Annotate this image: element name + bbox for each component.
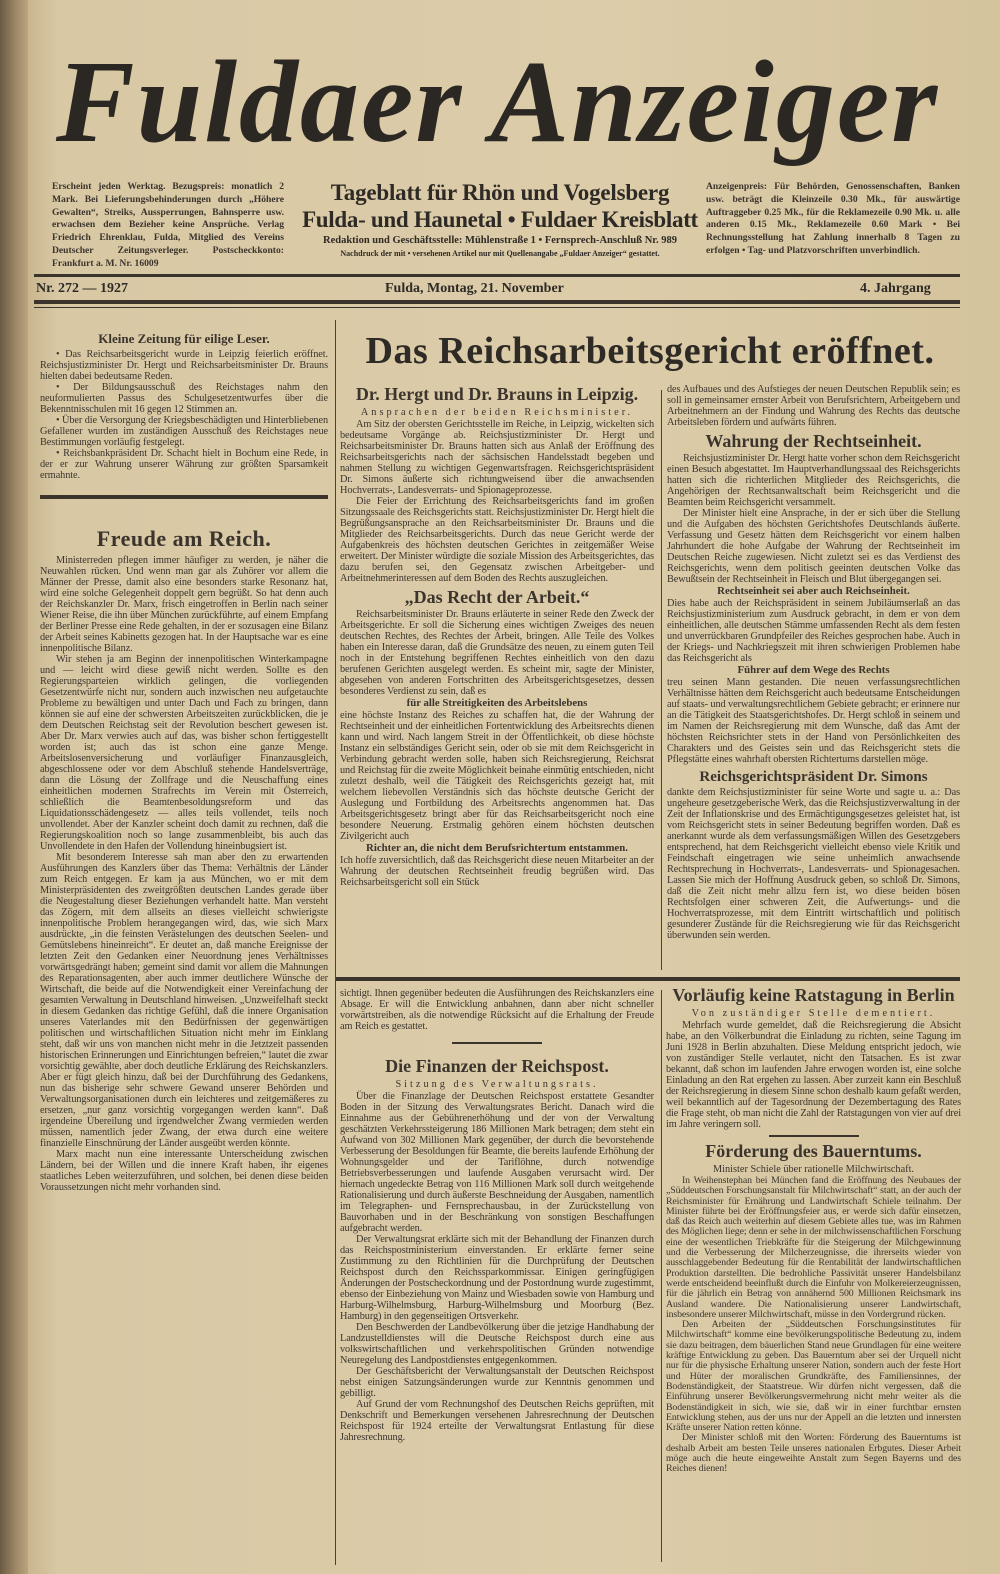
article-paragraph-list bbox=[340, 609, 654, 697]
column-rule bbox=[661, 990, 662, 1562]
simons-heading: Reichsgerichtspräsident Dr. Simons bbox=[699, 769, 928, 785]
column-rule bbox=[661, 390, 662, 970]
article-paragraph-list bbox=[340, 710, 654, 842]
article-paragraph: Reichsjustizminister Dr. Hergt hatte vorher schon dem Reichsgericht einen Besuch abgestattet. Im Hauptverhandlungssaal des Reichsgerichts hatten sich die richterlichen Mitglieder des Reichsgerichts, die Angehörigen der Rechtsanwaltschaft beim Reichsgericht und die Beamten beim Reichsgericht versammelt. bbox=[667, 453, 960, 508]
article-paragraph-list bbox=[666, 1020, 961, 1130]
article-paragraph-list bbox=[667, 598, 960, 664]
left-column bbox=[40, 330, 328, 1193]
subhead-inline: für alle Streitigkeiten des Arbeitslebens bbox=[406, 697, 588, 709]
tagline-line2: Fulda- und Haunetal • Fuldaer Kreisblatt bbox=[302, 207, 698, 232]
article-paragraph: Ministerreden pflegen immer häufiger zu werden, je näher die Neuwahlen rücken. Und wenn man gar als Zuhörer vor allem die Männer der Presse, damit also eine besonders starke Resonanz hat, wird eine solche Gelegenheit doppelt gern begrüßt. So hat denn auch der Reichskanzler Dr. Marx, frisch eingetroffen in Berlin nach seiner Wiener Reise, die ihn über München zurückführte, auf einem Empfang der Berliner Presse eine Rede gehalten, in der er sozusagen eine Bilanz der Arbeit seines Kabinetts gezogen hat. In der Hauptsache war es eine innenpolitische Bilanz. bbox=[40, 555, 328, 654]
right-column-upper bbox=[667, 384, 960, 941]
middle-column-lower bbox=[340, 988, 654, 1443]
news-brief-list bbox=[40, 349, 328, 481]
bauerntum-heading: Förderung des Bauerntums. bbox=[705, 1141, 922, 1161]
article-paragraph-list bbox=[340, 1091, 654, 1443]
subhead-inline: Rechtseinheit sei aber auch Reichseinheit. bbox=[717, 585, 910, 597]
issue-number: Nr. 272 — 1927 bbox=[36, 281, 129, 296]
reichspost-subheading: Sitzung des Verwaltungsrats. bbox=[395, 1079, 599, 1090]
article-paragraph: Reichsarbeitsminister Dr. Brauns erläuterte in seiner Rede den Zweck der Arbeitsgerichte. Er soll die Sicherung eines wichtigen Zweiges des neuen deutschen Rechtes, des Rechtes der Arbeit, bringen. Alle Teile des Volkes haben ein Interesse daran, daß die Grundsätze des neuen, zu einem guten Teil noch in der Entstehung begriffenen Rechtes einheitlich von den dazu berufenen Gerichten ausgelegt werden. Es scheint mir, sagte der Minister, abgesehen von anderen Fortschritten des Arbeitsgerichtsgesetzes, dessen besonderes Verdienst zu sein, daß es bbox=[340, 609, 654, 697]
divider bbox=[336, 977, 960, 981]
subhead-inline: Führer auf dem Wege des Rechts bbox=[737, 664, 890, 676]
news-brief: • Reichsbankpräsident Dr. Schacht hielt in Bochum eine Rede, in der er zur Wahrung unserer Währung zur größten Sparsamkeit ermahnte. bbox=[40, 448, 328, 481]
article-paragraph: Die Feier der Errichtung des Reichsarbeitsgerichts fand im großen Sitzungssaale des Reichsgerichts statt. Reichsjustizminister Dr. Hergt hielt die Begrüßungsansprache an den Reichsarbeitsminister Dr. Brauns und die Mitglieder des Reichsarbeitsgerichts. Durch das neue Gericht werde der Aufgabenkreis des höchsten deutschen Gerichtes in zeitgemäßer Weise erweitert. Der Minister würdigte die soziale Mission des Arbeitsgerichtes, das dazu berufen sei, den Gegensatz zwischen Arbeitgeber- und Arbeitnehmerinteressen auf dem Boden des Rechts auszugleichen. bbox=[340, 496, 654, 584]
tagline-block bbox=[286, 179, 714, 259]
article-paragraph: Mehrfach wurde gemeldet, daß die Reichsregierung die Absicht habe, an den Völkerbundrat die Einladung zu richten, seine Tagung im Juni 1928 in Berlin abzuhalten. Diese Meldung entspricht jedoch, wie von zuständiger Stelle verlautet, nicht den Tatsachen. Es ist zwar bekannt, daß schon im laufenden Jahre erwogen worden ist, eine solche Einladung an den Rat ergehen zu lassen. Aber zurzeit kann ein Beschluß der Reichsregierung in diesem Sinne schon deshalb kaum gefaßt werden, weil bekanntlich auf der Tagesordnung der Dezembertagung des Rates die Frage steht, ob man nicht die Zahl der Ratstagungen von vier auf drei im Jahre veringern soll. bbox=[666, 1020, 961, 1130]
subscription-info: Erscheint jeden Werktag. Bezugspreis: monatlich 2 Mark. Bei Lieferungsbehinderungen durch „Höhere Gewalten“, Streiks, Aussperrungen, Bahnsperre usw. erwachsen dem Bezieher keine Ansprüche. Verlag Friedrich Ehrenklau, Fulda, Mitglied des Vereins Deutscher Zeitungsverleger. Postscheckkonto: Frankfurt a. M. Nr. 16009 bbox=[52, 181, 284, 269]
article-paragraph: Ich hoffe zuversichtlich, daß das Reichsgericht diese neuen Mitarbeiter an der Wahrung der deutschen Rechtseinheit freudig begrüßen wird. Das Reichsarbeitsgericht soll ein Stück bbox=[340, 855, 654, 888]
article-paragraph-list bbox=[667, 677, 960, 765]
article-paragraph: dankte dem Reichsjustizminister für seine Worte und sagte u. a.: Das ungeheure gesetzgeberische Werk, das die Reichsjustizverwaltung in der Zeit der Inflationskrise und des Ermächtigungsgesetzes geleistet hat, ist vom Reichsgericht stets in seiner Bedeutung begriffen worden. Daß es anerkannt wurde als dem verfassungsmäßigen Willen des Gesetzgebers entsprechend, hat dem Reichsgericht vielleicht ebenso viele Kritik und Feindschaft eingetragen wie seine unheimlich anwachsende Rechtsprechung in Hochverrats-, Landesverrats- und Spionagesachen. Lassen Sie mich der Hoffnung Ausdruck geben, so schloß Dr. Simons, daß die Zeit nicht mehr allzu fern ist, wo diese beiden bösen Rechtsfolgen einer schweren Zeit, die Aufwertungs- und die Hochverratsprozesse, mit dem Eintritt wirtschaftlich und politisch gesunderer Zustände für die Reichsregierung wie für das Reichsgericht überwunden sein werden. bbox=[667, 787, 960, 941]
kleine-zeitung-heading: Kleine Zeitung für eilige Leser. bbox=[98, 331, 270, 346]
masthead-title: Fuldaer Anzeiger bbox=[55, 36, 940, 167]
divider bbox=[40, 495, 328, 499]
divider bbox=[34, 274, 960, 277]
divider bbox=[34, 300, 960, 304]
column-rule bbox=[335, 320, 336, 1565]
divider bbox=[452, 1042, 542, 1044]
article-paragraph-list bbox=[40, 555, 328, 1193]
ratstagung-subheading: Von zuständiger Stelle dementiert. bbox=[691, 1008, 936, 1019]
main-headline: Das Reichsarbeitsgericht eröffnet. bbox=[365, 330, 935, 372]
reprint-notice: Nachdruck der mit • versehenen Artikel nur mit Quellenangabe „Fuldaer Anzeiger“ gestattet. bbox=[340, 249, 660, 258]
article-paragraph: Auf Grund der vom Rechnungshof des Deutschen Reichs geprüften, mit Denkschrift und Bemerkungen versehenen Jahresrechnung der Deutschen Reichspost für 1924 erteilte der Verwaltungsrat Entlastung für diese Jahresrechnung. bbox=[340, 1399, 654, 1443]
middle-column-upper bbox=[340, 384, 654, 888]
hergt-heading: Dr. Hergt und Dr. Brauns in Leipzig. bbox=[355, 384, 639, 404]
editorial-address: Redaktion und Geschäftsstelle: Mühlenstraße 1 • Fernsprech-Anschluß Nr. 989 bbox=[323, 235, 677, 246]
article-paragraph: Der Verwaltungsrat erklärte sich mit der Behandlung der Finanzen durch das Reichspostministerium einverstanden. Er erklärte ferner seine Zustimmung zu den Richtlinien für die Durchprüfung der Deutschen Reichspost durch den Reichssparkommissar. Einigen geringfügigen Änderungen der Postscheckordnung und der Postordnung wurde zugestimmt, ebenso der Einbeziehung von Mainz und Wiesbaden sowie von Hamburg und Harburg-Wilhelmsburg, Harburg-Wilhelmsburg und Moorburg (Bez. Hamburg) in den gegenseitigen Ortsverkehr. bbox=[340, 1234, 654, 1322]
bauerntum-subheading: Minister Schiele über rationelle Milchwirtschaft. bbox=[712, 1164, 914, 1175]
article-paragraph: sichtigt. Ihnen gegenüber bedeuten die Ausführungen des Reichskanzlers eine Absage. Er will die Entwicklung anbahnen, dann aber nicht schneller vorwärtstreiben, als die notwendige Rücksicht auf die Erhaltung der Freude am Reich es gestattet. bbox=[340, 988, 654, 1032]
recht-heading: „Das Recht der Arbeit.“ bbox=[404, 587, 590, 607]
article-paragraph: Den Arbeiten der „Süddeutschen Forschungsinstitutes für Milchwirtschaft“ komme eine bevölkerungspolitische Bedeutung zu, indem sie dazu beitragen, dem bäuerlichen Stand neue Grundlagen für eine weitere kräftige Entwicklung zu geben. Das Bauerntum aber sei der Urquell nicht nur für die physische Erhaltung unserer Nation, sondern auch der feste Hort und Hüter der moralischen Grundkräfte, des Familiensinnes, der Bodenständigkeit, der Staatstreue. Wir dürfen nicht vergessen, daß die Einführung unserer Bevölkerungsvermehrung nicht mehr weiter als die Bodenständigkeit in sich, wie sie, daß wir in einer furchtbar ernsten Entwicklung stehen, aus der uns nur der Appell an die letzten und innersten Kräfte unserer Nation retten könne. bbox=[666, 1319, 961, 1434]
article-paragraph: Am Sitz der obersten Gerichtsstelle im Reiche, in Leipzig, wickelten sich bedeutsame Vorgänge ab. Reichsjustizminister Dr. Hergt und Reichsarbeitsminister Dr. Brauns hatten sich aus Anlaß der Eröffnung des Reichsarbeitsgerichts nach der sächsischen Handelsstadt begeben und nahmen Stellung zu wichtigen Gegenwartsfragen. Reichsgerichtspräsident Dr. Simons äußerte sich richtungweisend über die anwachsenden Hochverrats-, Landesverrats- und Spionageprozesse. bbox=[340, 419, 654, 496]
rechtseinheit-heading: Wahrung der Rechtseinheit. bbox=[705, 431, 922, 451]
news-brief: • Der Bildungsausschuß des Reichstages nahm den neuformulierten Passus des Schulgesetzentwurfes über die Bekenntnisschulen mit 16 gegen 12 Stimmen an. bbox=[40, 382, 328, 415]
article-paragraph-list bbox=[340, 419, 654, 584]
article-paragraph-list bbox=[667, 787, 960, 941]
article-paragraph-list bbox=[667, 384, 960, 428]
article-paragraph-list bbox=[340, 855, 654, 888]
divider bbox=[769, 1135, 859, 1137]
page-binding-edge bbox=[0, 0, 28, 1574]
article-paragraph: Über die Finanzlage der Deutschen Reichspost erstattete Gesandter Boden in der Sitzung des Verwaltungsrates Bericht. Danach wird die Einnahme aus der Gebührenerhöhung und der von der Verwaltung geschätzten Verkehrssteigerung 186 Millionen Mark betragen; dem steht ein Aufwand von 302 Millionen Mark gegenüber, der durch die bevorstehende Verbesserung der Besoldungen für Beamte, die bereits laufende Erhöhung der Wohnungsgelder und der Tariflöhne, durch notwendige Betriebsverbesserungen und laufende Ausgaben verursacht wird. Der hiernach ungedeckte Betrag von 116 Millionen Mark soll durch weitgehende Rationalisierung und durch äußerste Beschneidung der Ausgaben, namentlich im Telegraphen- und Fernsprechausbau, in der Zurückstellung von Bauvorhaben und in der Beschränkung von sonstigen Beschaffungen aufgebracht werden. bbox=[340, 1091, 654, 1234]
article-paragraph: In Weihenstephan bei München fand die Eröffnung des Neubaues der „Süddeutschen Forschungsanstalt für Milchwirtschaft“ statt, an der auch der Reichsminister für Ernährung und Landwirtschaft Schiele teilnahm. Der Minister führte bei der Eröffnungsfeier aus, er werde sich dafür einsetzen, daß das Reich auch weiterhin auf diesem Gebiete alles tue, was im Rahmen des Möglichen liege; denn er sehe in der milchwissenschaftlichen Forschung eine der wesentlichen Triebkräfte für die Steigerung der Milchgewinnung und die Verbesserung der Milcherzeugnisse, die ihrerseits wieder von ausschlaggebender Bedeutung für die Rentabilität der landwirtschaftlichen Produktion darstellten. Die bedrohliche Passivität unserer Handelsbilanz werde entscheidend beeinflußt durch die Einfuhr von Molkereierzeugnissen, für die jährlich ein Betrag von annähernd 500 Millionen Reichsmark ins Ausland wandere. Die Nationalisierung unserer Landwirtschaft, insbesondere unserer Milchwirtschaft, müsse in den Vordergrund rücken. bbox=[666, 1175, 961, 1320]
article-paragraph: des Aufbaues und des Aufstieges der neuen Deutschen Republik sein; es soll in gemeinsamer ernster Arbeit von Berufsrichtern, Arbeitgebern und Arbeitnehmern an der Findung und Wahrung des Rechts das deutsche Arbeitsleben fördern und aufwärts führen. bbox=[667, 384, 960, 428]
article-paragraph: treu seinen Mann gestanden. Die neuen verfassungsrechtlichen Verhältnisse hätten dem Reichsgericht auch bedeutsame Entscheidungen auf staats- und verwaltungsrechtlichem Gebiete gebracht; er erinnere nur an die Tätigkeit des Staatsgerichtshofes. Dr. Hergt schloß in seinem und im Namen der Reichsregierung mit dem Wunsche, daß das Amt der höchsten Reichsrichter stets in der Hand von Persönlichkeiten des Charakters und des Geistes sein und das Reichsgericht stets die Pflegstätte eines wahrhaft obersten Richtertums darstellen möge. bbox=[667, 677, 960, 765]
ad-prices: Anzeigenpreis: Für Behörden, Genossenschaften, Banken usw. beträgt die Kleinzeile 0.30 Mk., für auswärtige Auftraggeber 0.25 Mk., für die Reklamezeile 0.90 Mk. u. alle anderen 0.15 Mk., Reklamezeile 0.60 Mark • Bei Rechnungsstellung hat Zahlung innerhalb 8 Tagen zu erfolgen • Tag- und Platzvorschriften unverbindlich. bbox=[706, 181, 960, 256]
article-paragraph: Der Geschäftsbericht der Verwaltungsanstalt der Deutschen Reichspost nebst einigen Satzungsänderungen wurde zur Kenntnis genommen und gebilligt. bbox=[340, 1366, 654, 1399]
article-paragraph-list bbox=[340, 988, 654, 1032]
hergt-subheading: Ansprachen der beiden Reichsminister. bbox=[360, 407, 634, 418]
news-brief: • Über die Versorgung der Kriegsbeschädigten und Hinterbliebenen Gefallener wurden im zuständigen Ausschuß des Reichstages neue Bestimmungen vorläufig festgelegt. bbox=[40, 415, 328, 448]
freude-heading: Freude am Reich. bbox=[96, 526, 272, 551]
reichspost-heading: Die Finanzen der Reichspost. bbox=[385, 1056, 609, 1076]
article-paragraph-list bbox=[667, 453, 960, 585]
subhead-inline: Richter an, die nicht dem Berufsrichtertum entstammen. bbox=[366, 842, 628, 854]
article-paragraph: Wir stehen ja am Beginn der innenpolitischen Winterkampagne und — leicht wird diese gewiß nicht werden. Sollte es den Regierungsparteien wirklich gelingen, die vorliegenden Gesetzentwürfe nicht nur, sondern auch inzwischen neu aufgetauchte Probleme zu bewältigen und unter Dach und Fach zu bringen, dann können sie auf eine der schwersten Arbeitszeiten zurückblicken, die je dem Deutschen Reichstag seit der Revolution beschert gewesen ist. Aber Dr. Marx verwies auch auf das, was bisher schon fertiggestellt worden ist; auch das ist schon eine ganze Menge. Arbeitslosenversicherung und vorläufiger Finanzausgleich, abgeschlossene oder vor dem Abschluß stehende Handelsverträge, dann die Lösung der Zollfrage und die Neuschaffung eines einheitlichen modernen Strafrechts im Verein mit Österreich, schließlich die Beamtenbesoldungsreform und das Liquidationsschädengesetz — alles teils vollendet, teils noch unvollendet. Aber der Kanzler scheint doch damit zu rechnen, daß die Regierungskoalition noch so lange zusammenbleibt, bis auch das Unvollendete in den Hafen der Vollendung hineinbugsiert ist. bbox=[40, 654, 328, 852]
divider bbox=[34, 307, 960, 308]
tagline-line1: Tageblatt für Rhön und Vogelsberg bbox=[330, 180, 670, 205]
article-paragraph: Dies habe auch der Reichspräsident in seinem Jubiläumserlaß an das Reichsjustizministerium zum Ausdruck gebracht, in dem er von dem einheitlichen, alle deutschen Stämme umfassenden Recht als dem festen und unverrückbaren Grundpfeiler des Reiches gesprochen habe. Auch in der Kriegs- und Nachkriegszeit mit ihren schwierigen Problemen habe das Reichsgericht als bbox=[667, 598, 960, 664]
article-paragraph: Mit besonderem Interesse sah man aber den zu erwartenden Ausführungen des Kanzlers über das Thema: Verhältnis der Länder zum Reich entgegen. Er kam ja aus München, wo er mit dem Ministerpräsidenten des zweitgrößten deutschen Landes gerade über die Neugestaltung dieser Beziehungen verhandelt hatte. Man versteht das Zögern, mit dem allseits an dieses vielleicht schwierigste innenpolitische Problem herangegangen wird, das, wie sich Marx ausdrückte, „in die feinsten Verästelungen des deutschen Seelen- und Gemütslebens hineinreicht“. Er deutet an, daß manche Ereignisse der letzten Zeit den Gedanken einer Neuordnung jenes Verhältnisses vorwärtsgedrängt haben; gemeint sind damit vor allem die Mahnungen des Reparationsagenten, aber auch immer deutlichere Wünsche der Wirtschaft, die beide auf die Notwendigkeit einer Vereinfachung der gesamten Verwaltung in Deutschland hinweisen. „Unzweifelhaft steckt in diesem Gedanken das richtige Gefühl, daß die innere Organisation unseres Vaterlandes mit den Bedürfnissen der gegenwärtigen politischen und wirtschaftlichen Situation nicht mehr im Einklang steht, daß wir uns von manchen nicht mehr in die Jetztzeit passenden historischen Erinnerungen und Einrichtungen befreien,“ lautet die zwar vorsichtig gewählte, aber doch deutliche Erklärung des Reichskanzlers. Aber er fügt gleich hinzu, daß bei der Durchführung des Gedankens, nun das bisherige sehr schwere Gewand unserer Behörden und Verwaltungsorganisationen durch ein leichteres und zeitgemäßeres zu ersetzen, „nur ganz vorsichtig vorgegangen werden kann“. Daß irgendeine Übereilung und irgendwelcher Zwang vermieden werden müssen, namentlich jeder Zwang, der etwa durch eine weitere finanzielle Einschnürung der Länder ausgeübt werden könnte. bbox=[40, 852, 328, 1149]
article-paragraph: eine höchste Instanz des Reiches zu schaffen hat, die der Wahrung der Rechtseinheit und der einheitlichen Fortentwicklung des Arbeitsrechts dienen kann und wird. Nach langem Streit in der Öffentlichkeit, ob diese höchste Instanz ein selbständiges Gericht sein, oder ob sie mit dem Reichsgericht in Verbindung gebracht werden solle, haben sich Reichsregierung, Reichsrat und Reichstag für die zweite Möglichkeit beinahe einmütig entschieden, nicht zuletzt deshalb, weil die Tätigkeit des Reichsgerichts gezeigt hat, mit welchem liebevollen Verständnis sich das höchste deutsche Gericht der Auslegung und Fortbildung des Arbeitsrechts angenommen hat. Das Arbeitsgerichtsgesetz bringt aber für das Reichsarbeitsgericht noch eine besondere Neuerung. Erstmalig gehören einem höchsten deutschen Zivilgericht auch bbox=[340, 710, 654, 842]
article-paragraph: Der Minister schloß mit den Worten: Förderung des Bauerntums ist deshalb Arbeit am besten Teile unseres nationalen Erbgutes. Dieser Arbeit möge auch die heute eingeweihte Anstalt zum Segen Bayerns und des Reiches dienen! bbox=[666, 1432, 961, 1475]
article-paragraph: Der Minister hielt eine Ansprache, in der er sich über die Stellung und die Aufgaben des höchsten Gerichtshofes Deutschlands äußerte. Verfassung und Gesetz hätten dem Reichsgericht vor einem halben Jahrhundert die hohe Aufgabe der Wahrung der Rechtseinheit im Deutschen Reiche zugewiesen. Nicht zuletzt sei es das Verdienst des Reichsgerichts, wenn dem politisch geeinten deutschen Volke das Bewußtsein der Rechtseinheit in Fleisch und Blut übergegangen sei. bbox=[667, 508, 960, 585]
volume: 4. Jahrgang bbox=[860, 281, 931, 296]
article-paragraph: Den Beschwerden der Landbevölkerung über die jetzige Handhabung der Landzustelldienstes will die Deutsche Reichspost durch eine aus volkswirtschaftlichen und verkehrspolitischen Gründen notwendige Neuregelung des Landpostdienstes entgegenkommen. bbox=[340, 1322, 654, 1366]
news-brief: • Das Reichsarbeitsgericht wurde in Leipzig feierlich eröffnet. Reichsjustizminister Dr. Hergt und Reichsarbeitsminister Dr. Brauns hielten dabei bedeutsame Reden. bbox=[40, 349, 328, 382]
article-paragraph: Marx macht nun eine interessante Unterscheidung zwischen Ländern, bei der Willen und die innere Kraft haben, ihr eigenes staatliches Leben weiterzuführen, und solchen, bei denen diese beiden Voraussetzungen nicht mehr vorhanden sind. bbox=[40, 1149, 328, 1193]
place-date: Fulda, Montag, 21. November bbox=[385, 281, 564, 296]
right-column-lower bbox=[666, 985, 961, 1475]
ratstagung-heading: Vorläufig keine Ratstagung in Berlin bbox=[672, 985, 955, 1005]
article-paragraph-list bbox=[666, 1176, 961, 1475]
